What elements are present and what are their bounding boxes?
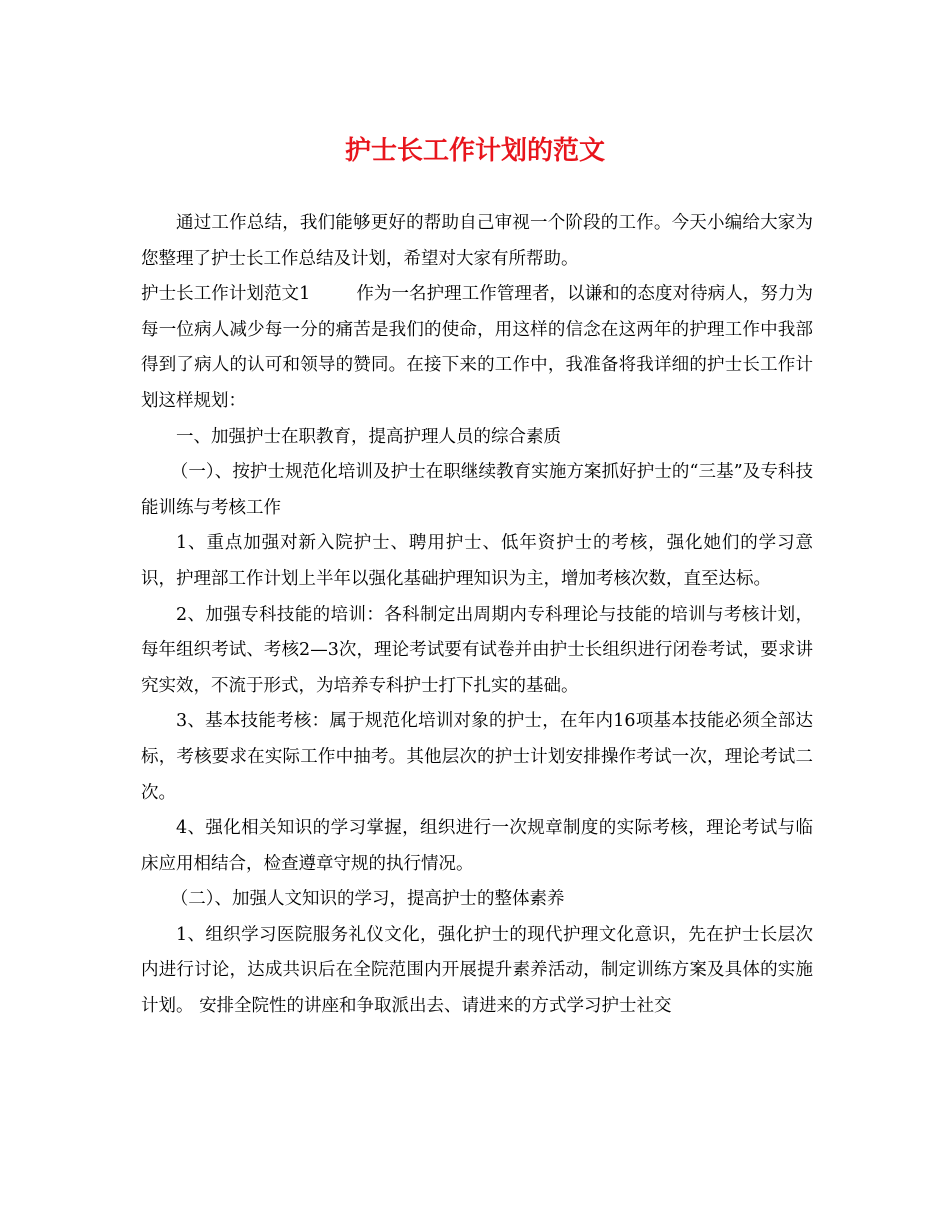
item1-paragraph: 1、重点加强对新入院护士、聘用护士、低年资护士的考核，强化她们的学习意识，护理部工作计划上半年以强化基础护理知识为主，增加考核次数，直至达标。 [141,533,813,589]
item2-paragraph: 2、加强专科技能的培训：各科制定出周期内专科理论与技能的培训与考核计划，每年组织考试、考核2—3次，理论考试要有试卷并由护士长组织进行闭卷考试，要求讲究实效，不流于形式，为培养专科护士打下扎实的基础。 [141,604,813,696]
sample-paragraph [141,277,813,419]
intro-paragraph: 通过工作总结，我们能够更好的帮助自己审视一个阶段的工作。今天小编给大家为您整理了护士长工作总结及计划，希望对大家有所帮助。 [141,213,813,269]
document-body [141,206,813,1025]
item3-paragraph: 3、基本技能考核：属于规范化培训对象的护士，在年内16项基本技能必须全部达标，考核要求在实际工作中抽考。其他层次的护士计划安排操作考试一次，理论考试二次。 [141,711,813,803]
item4-paragraph: 4、强化相关知识的学习掌握，组织进行一次规章制度的实际考核，理论考试与临床应用相结合，检查遵章守规的执行情况。 [141,818,813,874]
document-title: 护士长工作计划的范文 [344,136,605,166]
section1-heading: 一、加强护士在职教育，提高护理人员的综合素质 [176,426,561,447]
sub2-heading: （二）、加强人文知识的学习，提高护士的整体素养 [170,889,565,910]
sub1-heading: （一）、按护士规范化培训及护士在职继续教育实施方案抓好护士的“三基”及专科技能训练与考核工作 [141,462,813,518]
sample-text: 作为一名护理工作管理者，以谦和的态度对待病人，努力为每一位病人减少每一分的痛苦是我们的使命，用这样的信念在这两年的护理工作中我部得到了病人的认可和领导的赞同。在接下来的工作中，我准备将我详细的护士长工作计划这样规划： [141,284,814,411]
sample-label: 护士长工作计划范文1 [141,284,311,305]
sub2-item1-paragraph: 1、组织学习医院服务礼仪文化，强化护士的现代护理文化意识，先在护士长层次内进行讨论，达成共识后在全院范围内开展提升素养活动，制定训练方案及具体的实施计划。 安排全院性的讲座和争取派出去、请进来的方式学习护士社交 [141,924,813,1017]
